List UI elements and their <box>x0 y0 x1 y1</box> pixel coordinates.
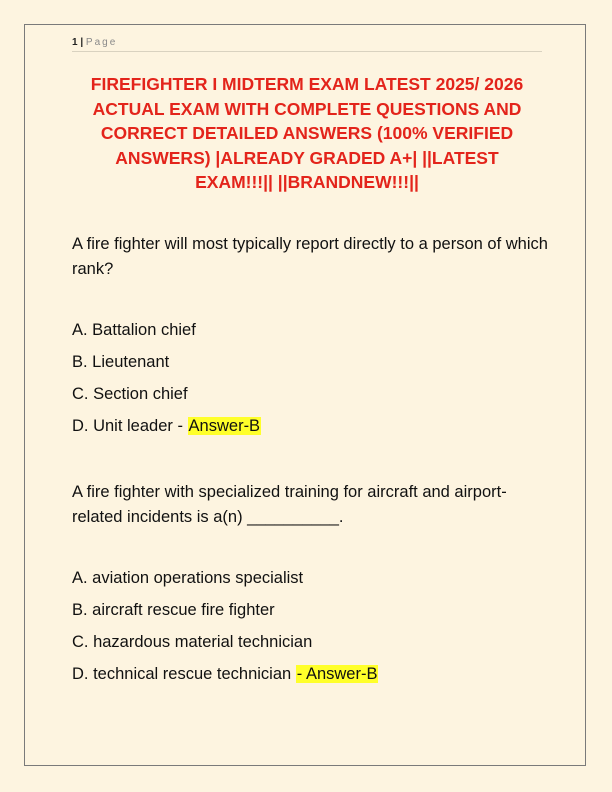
option-d-text: D. technical rescue technician <box>72 665 296 683</box>
option-d <box>72 415 552 447</box>
option-c-text: C. Section chief <box>72 385 188 403</box>
option-c <box>72 631 552 663</box>
option-a-text: A. aviation operations specialist <box>72 569 304 587</box>
page-number: 1 <box>72 37 78 48</box>
question-2-text: A fire fighter with specialized training for aircraft and airport-related incidents is a(n) __________. <box>72 483 507 526</box>
option-c <box>72 383 552 415</box>
title-line: CORRECT DETAILED ANSWERS (100% VERIFIED <box>100 123 514 143</box>
option-b <box>72 599 552 631</box>
page-label: Page <box>85 37 118 48</box>
option-b-text: B. Lieutenant <box>72 353 170 371</box>
answer-highlight: Answer-B <box>188 417 261 435</box>
title-line: ANSWERS) |ALREADY GRADED A+| ||LATEST <box>115 147 499 168</box>
option-a-text: A. Battalion chief <box>72 321 196 339</box>
page-separator: | <box>77 37 86 48</box>
option-b <box>72 351 552 383</box>
title-line: FIREFIGHTER I MIDTERM EXAM LATEST 2025/ 2026 <box>90 74 524 94</box>
question-1-options <box>72 319 552 447</box>
option-a <box>72 319 552 351</box>
option-d <box>72 663 552 695</box>
title-line: EXAM!!!|| ||BRANDNEW!!!|| <box>195 172 419 192</box>
document-title <box>72 72 542 195</box>
question-2-options <box>72 567 552 695</box>
question-1-text: A fire fighter will most typically report directly to a person of which rank? <box>72 235 548 278</box>
page-header <box>72 37 542 52</box>
option-d-text: D. Unit leader - <box>72 417 188 435</box>
answer-highlight: - Answer-B <box>296 665 378 683</box>
option-b-text: B. aircraft rescue fire fighter <box>72 601 275 619</box>
title-line: ACTUAL EXAM WITH COMPLETE QUESTIONS AND <box>92 98 522 119</box>
option-a <box>72 567 552 599</box>
option-c-text: C. hazardous material technician <box>72 633 313 651</box>
